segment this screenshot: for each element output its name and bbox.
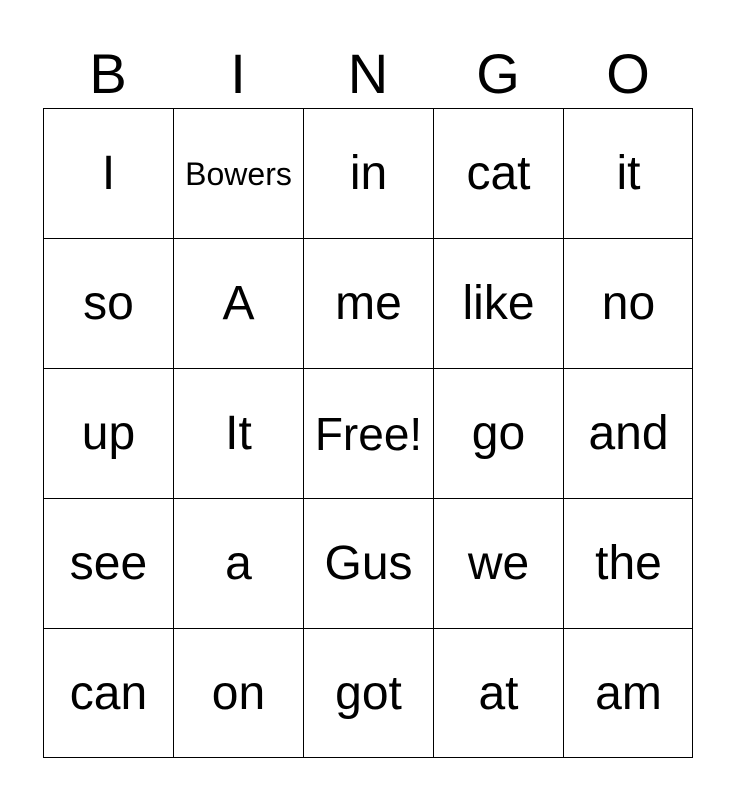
- free-space-cell[interactable]: Free!: [303, 368, 433, 498]
- header-letter-n: N: [347, 42, 389, 105]
- bingo-cell[interactable]: go: [433, 368, 563, 498]
- bingo-cell[interactable]: at: [433, 628, 563, 758]
- bingo-cell[interactable]: on: [173, 628, 303, 758]
- bingo-cell[interactable]: Gus: [303, 498, 433, 628]
- bingo-cell[interactable]: up: [43, 368, 173, 498]
- bingo-cell[interactable]: in: [303, 108, 433, 238]
- bingo-cell[interactable]: A: [173, 238, 303, 368]
- bingo-cell[interactable]: me: [303, 238, 433, 368]
- bingo-cell[interactable]: Bowers: [173, 108, 303, 238]
- bingo-cell[interactable]: got: [303, 628, 433, 758]
- bingo-cell[interactable]: the: [563, 498, 693, 628]
- bingo-cell[interactable]: am: [563, 628, 693, 758]
- bingo-cell[interactable]: see: [43, 498, 173, 628]
- bingo-cell[interactable]: no: [563, 238, 693, 368]
- bingo-board: [43, 108, 693, 758]
- bingo-cell[interactable]: so: [43, 238, 173, 368]
- bingo-cell[interactable]: a: [173, 498, 303, 628]
- bingo-cell[interactable]: we: [433, 498, 563, 628]
- bingo-cell[interactable]: can: [43, 628, 173, 758]
- bingo-cell[interactable]: cat: [433, 108, 563, 238]
- bingo-cell[interactable]: It: [173, 368, 303, 498]
- bingo-header: [43, 40, 693, 108]
- bingo-cell[interactable]: and: [563, 368, 693, 498]
- bingo-cell[interactable]: I: [43, 108, 173, 238]
- bingo-cell[interactable]: it: [563, 108, 693, 238]
- bingo-cell[interactable]: like: [433, 238, 563, 368]
- header-letter-o: O: [606, 42, 650, 105]
- header-letter-b: B: [89, 42, 127, 105]
- header-letter-g: G: [476, 42, 520, 105]
- header-letter-i: I: [230, 42, 246, 105]
